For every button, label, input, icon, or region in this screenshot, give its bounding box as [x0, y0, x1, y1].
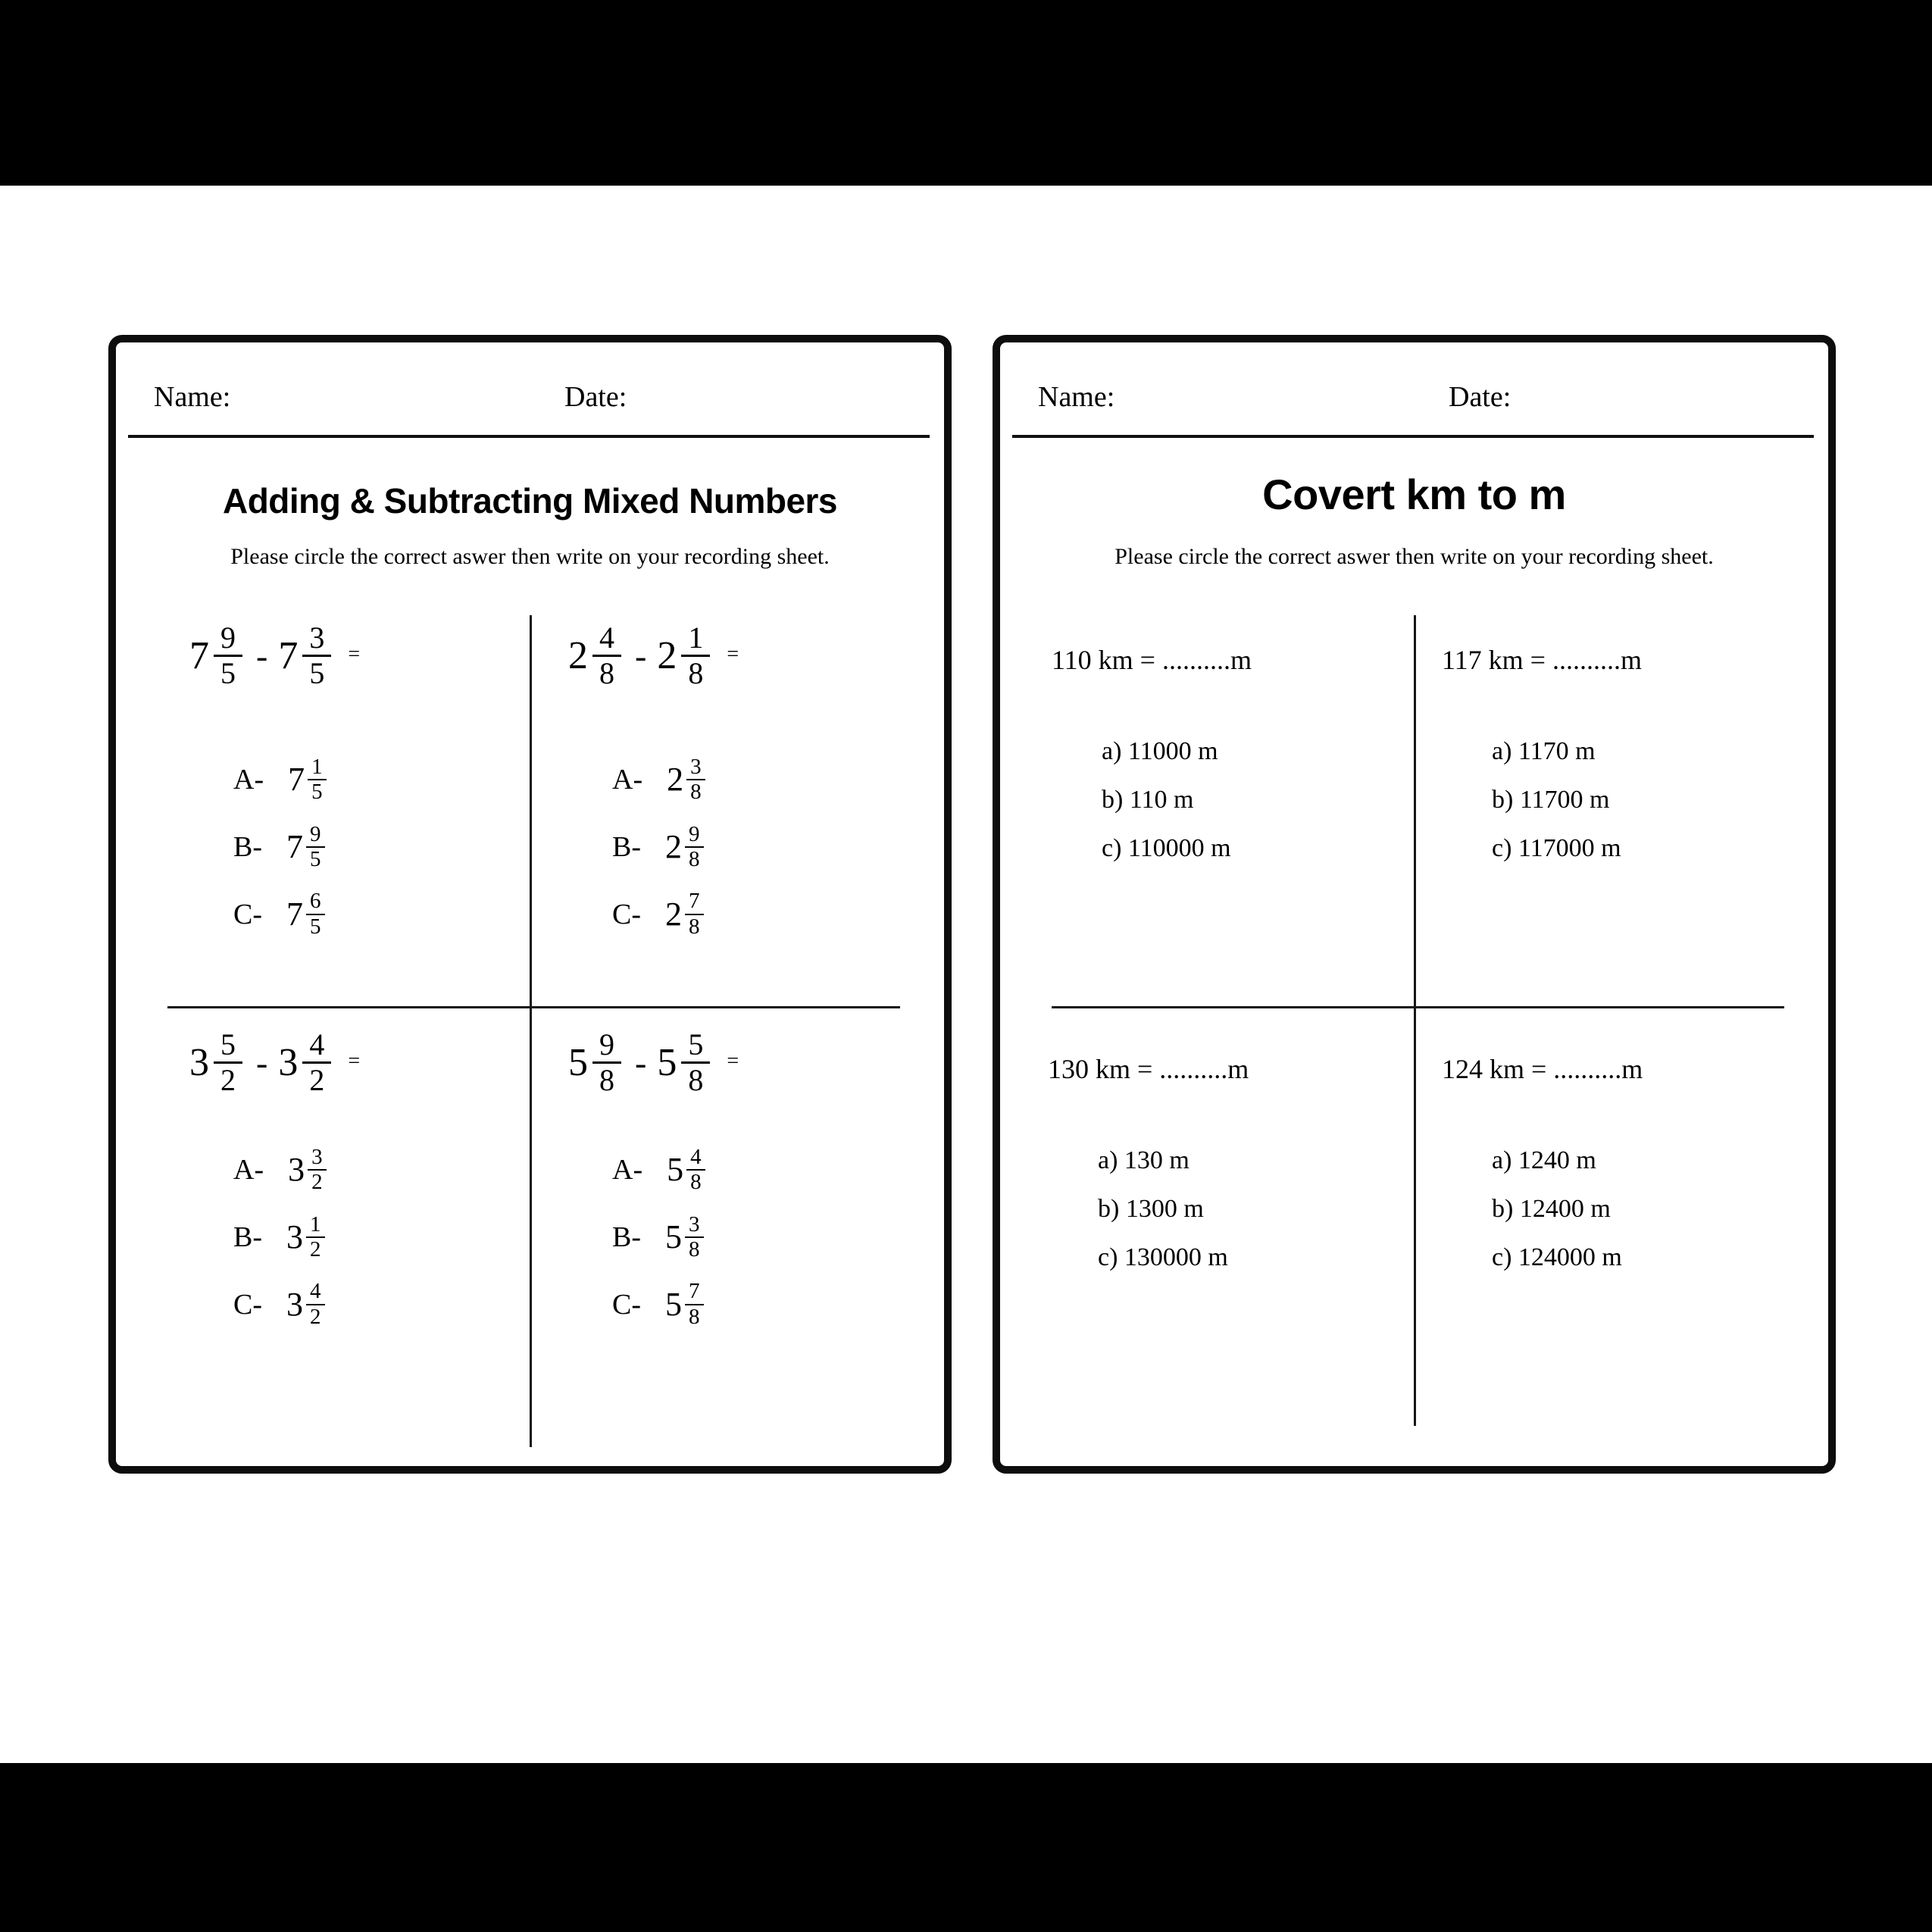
denominator: 8 — [686, 1169, 705, 1194]
fraction — [214, 621, 242, 690]
denominator: 5 — [302, 655, 331, 690]
whole-number: 5 — [665, 1218, 682, 1255]
answer-options — [612, 1146, 739, 1329]
denominator: 5 — [306, 846, 325, 871]
whole-number: 5 — [657, 1040, 677, 1084]
denominator: 2 — [306, 1236, 325, 1261]
numerator: 6 — [310, 889, 321, 914]
whole-number: 7 — [278, 633, 299, 677]
problem-expression — [189, 1028, 360, 1097]
worksheet-body — [1000, 342, 1828, 1466]
whole-number: 2 — [665, 827, 682, 865]
numerator: 3 — [309, 621, 325, 655]
minus-operator: - — [256, 636, 268, 675]
worksheet-title: Adding & Subtracting Mixed Numbers — [222, 481, 838, 521]
problem-expression — [568, 621, 739, 690]
quadrant-divider-vertical — [1414, 615, 1416, 1426]
denominator: 8 — [592, 1061, 621, 1097]
numerator: 4 — [599, 621, 614, 655]
fraction — [685, 889, 704, 939]
numerator: 3 — [689, 1211, 700, 1236]
numerator: 5 — [688, 1027, 704, 1061]
fraction — [302, 621, 331, 690]
numerator: 7 — [689, 889, 700, 914]
quadrant-divider-horizontal — [1052, 1006, 1784, 1008]
option-label: A- — [612, 764, 643, 796]
answer-option-a[interactable] — [612, 1146, 739, 1195]
answer-option-c[interactable] — [233, 889, 360, 939]
answer-options — [612, 755, 739, 939]
worksheet-subtitle: Please circle the correct aswer then write on your recording sheet. — [230, 544, 830, 569]
option-label: B- — [612, 830, 641, 863]
answer-option-a[interactable]: a) 1170 m — [1492, 736, 1596, 765]
denominator: 2 — [306, 1304, 325, 1329]
answer-options — [1102, 735, 1252, 866]
option-label: B- — [233, 830, 262, 863]
whole-number: 7 — [286, 895, 303, 933]
option-label: C- — [233, 898, 262, 930]
km-question: 110 km = ..........m — [1052, 645, 1252, 675]
name-label: Name: — [154, 381, 231, 413]
fraction-problem-3 — [189, 1028, 360, 1329]
fraction — [306, 823, 325, 872]
answer-options — [1492, 1144, 1643, 1275]
fraction-problem-1 — [189, 621, 360, 939]
answer-option-b[interactable]: b) 12400 m — [1492, 1195, 1611, 1224]
fraction — [306, 1213, 325, 1262]
equals-sign: = — [727, 642, 739, 666]
fraction-problem-4 — [568, 1028, 739, 1329]
fraction — [592, 621, 621, 690]
problem-expression — [189, 621, 360, 690]
answer-option-c[interactable]: c) 124000 m — [1492, 1243, 1622, 1272]
numerator: 1 — [310, 1211, 321, 1236]
fraction — [302, 1028, 331, 1097]
header-divider-line — [1012, 435, 1814, 438]
date-label: Date: — [564, 381, 627, 413]
whole-number: 3 — [286, 1285, 303, 1323]
km-problem-1 — [1052, 644, 1252, 865]
numerator: 4 — [310, 1279, 321, 1304]
fraction — [214, 1028, 242, 1097]
km-question: 117 km = ..........m — [1442, 645, 1642, 675]
numerator: 9 — [220, 621, 236, 655]
equals-sign: = — [348, 1049, 361, 1073]
fraction — [686, 755, 705, 805]
answer-option-a[interactable]: a) 130 m — [1098, 1146, 1190, 1174]
denominator: 8 — [685, 1304, 704, 1329]
whole-number: 3 — [278, 1040, 299, 1084]
option-label: A- — [233, 764, 264, 796]
numerator: 9 — [599, 1027, 614, 1061]
fraction — [681, 1028, 710, 1097]
answer-options — [1098, 1144, 1249, 1275]
numerator: 9 — [310, 821, 321, 846]
answer-option-c[interactable]: c) 110000 m — [1102, 834, 1231, 863]
worksheet-subtitle: Please circle the correct aswer then write on your recording sheet. — [1114, 544, 1714, 569]
option-label: A- — [233, 1154, 264, 1186]
option-label: C- — [233, 1288, 262, 1321]
denominator: 5 — [214, 655, 242, 690]
quadrant-divider-vertical — [530, 615, 532, 1447]
whole-number: 2 — [667, 761, 684, 799]
numerator: 4 — [690, 1145, 702, 1169]
answer-option-c[interactable]: c) 130000 m — [1098, 1243, 1228, 1272]
fraction — [685, 1213, 704, 1262]
whole-number: 7 — [286, 827, 303, 865]
answer-option-b[interactable]: b) 110 m — [1102, 786, 1194, 814]
whole-number: 5 — [667, 1151, 684, 1189]
option-label: B- — [612, 1221, 641, 1253]
denominator: 2 — [308, 1169, 327, 1194]
whole-number: 3 — [288, 1151, 305, 1189]
denominator: 8 — [685, 846, 704, 871]
minus-operator: - — [256, 1043, 268, 1082]
quadrant-divider-horizontal — [167, 1006, 900, 1008]
answer-option-b[interactable]: b) 1300 m — [1098, 1195, 1204, 1224]
answer-option-c[interactable] — [233, 1280, 360, 1329]
whole-number: 3 — [189, 1040, 209, 1084]
whole-number: 3 — [286, 1218, 303, 1255]
worksheet-body — [116, 342, 944, 1466]
answer-options — [233, 755, 360, 939]
option-label: A- — [612, 1154, 643, 1186]
fraction — [685, 823, 704, 872]
answer-option-a[interactable] — [612, 755, 739, 805]
denominator: 2 — [302, 1061, 331, 1097]
option-label: B- — [233, 1221, 262, 1253]
fraction — [686, 1146, 705, 1195]
equals-sign: = — [727, 1049, 739, 1073]
option-label: C- — [612, 1288, 641, 1321]
answer-option-b[interactable] — [233, 1213, 360, 1262]
answer-option-b[interactable]: b) 11700 m — [1492, 786, 1610, 814]
answer-option-b[interactable] — [233, 823, 360, 872]
answer-options — [233, 1146, 360, 1329]
whole-number: 7 — [189, 633, 209, 677]
denominator: 8 — [685, 914, 704, 939]
worksheet-km-to-m — [993, 335, 1836, 1474]
option-label: C- — [612, 898, 641, 930]
fraction — [306, 1280, 325, 1329]
fraction — [685, 1280, 704, 1329]
fraction — [681, 621, 710, 690]
fraction — [308, 1146, 327, 1195]
answer-option-c[interactable]: c) 117000 m — [1492, 834, 1621, 863]
whole-number: 5 — [568, 1040, 588, 1084]
numerator: 1 — [311, 755, 323, 779]
km-problem-3 — [1048, 1053, 1249, 1274]
answer-option-a[interactable]: a) 11000 m — [1102, 736, 1218, 765]
whole-number: 7 — [288, 761, 305, 799]
numerator: 3 — [311, 1145, 323, 1169]
answer-options — [1492, 735, 1642, 866]
answer-option-a[interactable]: a) 1240 m — [1492, 1146, 1596, 1174]
km-question: 130 km = ..........m — [1048, 1054, 1249, 1084]
numerator: 1 — [688, 621, 704, 655]
denominator: 5 — [306, 914, 325, 939]
denominator: 8 — [686, 779, 705, 804]
answer-option-b[interactable] — [612, 1213, 739, 1262]
whole-number: 2 — [665, 895, 682, 933]
km-question: 124 km = ..........m — [1442, 1054, 1643, 1084]
fraction — [306, 889, 325, 939]
answer-option-c[interactable] — [612, 1280, 739, 1329]
date-label: Date: — [1449, 381, 1512, 413]
numerator: 9 — [689, 821, 700, 846]
denominator: 2 — [214, 1061, 242, 1097]
km-problem-2 — [1442, 644, 1642, 865]
equals-sign: = — [348, 642, 361, 666]
km-problem-4 — [1442, 1053, 1643, 1274]
fraction — [592, 1028, 621, 1097]
answer-option-a[interactable] — [233, 1146, 360, 1195]
denominator: 8 — [681, 1061, 710, 1097]
minus-operator: - — [635, 1043, 647, 1082]
worksheet-title: Covert km to m — [1262, 470, 1566, 518]
denominator: 8 — [592, 655, 621, 690]
whole-number: 2 — [568, 633, 588, 677]
numerator: 7 — [689, 1279, 700, 1304]
name-label: Name: — [1038, 381, 1115, 413]
answer-option-c[interactable] — [612, 889, 739, 939]
denominator: 8 — [681, 655, 710, 690]
answer-option-a[interactable] — [233, 755, 360, 805]
numerator: 3 — [690, 755, 702, 779]
fraction — [308, 755, 327, 805]
fraction-problem-2 — [568, 621, 739, 939]
numerator: 4 — [309, 1027, 325, 1061]
denominator: 8 — [685, 1236, 704, 1261]
whole-number: 2 — [657, 633, 677, 677]
answer-option-b[interactable] — [612, 823, 739, 872]
problem-expression — [568, 1028, 739, 1097]
whole-number: 5 — [665, 1285, 682, 1323]
denominator: 5 — [308, 779, 327, 804]
header-divider-line — [128, 435, 930, 438]
minus-operator: - — [635, 636, 647, 675]
numerator: 5 — [220, 1027, 236, 1061]
worksheet-mixed-numbers — [108, 335, 952, 1474]
